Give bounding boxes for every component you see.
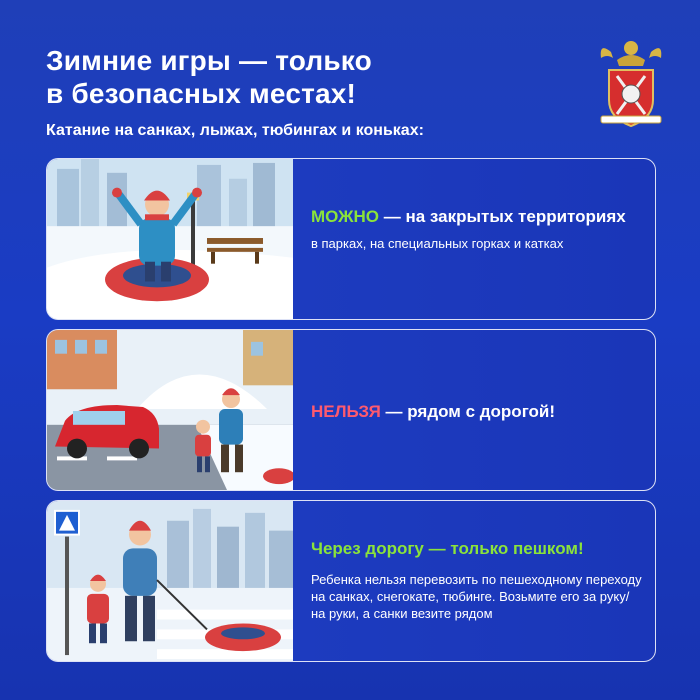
page-title — [46, 44, 372, 110]
card-forbidden-headline — [311, 400, 643, 424]
card-crossing-text — [311, 537, 643, 622]
card-forbidden-text — [311, 400, 643, 424]
card-allowed — [46, 158, 656, 320]
page-title-line-1: Зимние игры — только — [46, 45, 372, 76]
allowed-keyword: МОЖНО — [311, 207, 380, 226]
subtitle: Катание на санках, лыжах, тюбингах и коньках: — [46, 122, 424, 139]
card-forbidden — [46, 329, 656, 491]
card-crossing-body: Ребенка нельзя перевозить по пешеходному переходу на санках, снегокате, тюбинге. Возьмите его за руку/ на руки, а санки везите рядом — [311, 572, 642, 621]
pedestrian-crossing-sign-icon — [55, 511, 79, 535]
card-allowed-body: в парках, на специальных горках и катках — [311, 236, 564, 251]
forbidden-keyword: НЕЛЬЗЯ — [311, 402, 381, 421]
card-crossing — [46, 500, 656, 662]
card-allowed-text — [311, 205, 643, 252]
forbidden-headline-rest: — рядом с дорогой! — [380, 402, 556, 421]
police-emblem-icon — [597, 36, 665, 132]
park-sledding-illustration — [47, 159, 293, 319]
card-crossing-headline: Через дорогу — только пешком! — [311, 539, 584, 558]
roadside-danger-illustration — [47, 330, 293, 490]
pedestrian-crossing-illustration — [47, 501, 293, 661]
page-title-line-2: в безопасных местах! — [46, 78, 357, 109]
card-allowed-headline — [311, 205, 643, 229]
allowed-headline-rest: — на закрытых территориях — [379, 207, 626, 226]
